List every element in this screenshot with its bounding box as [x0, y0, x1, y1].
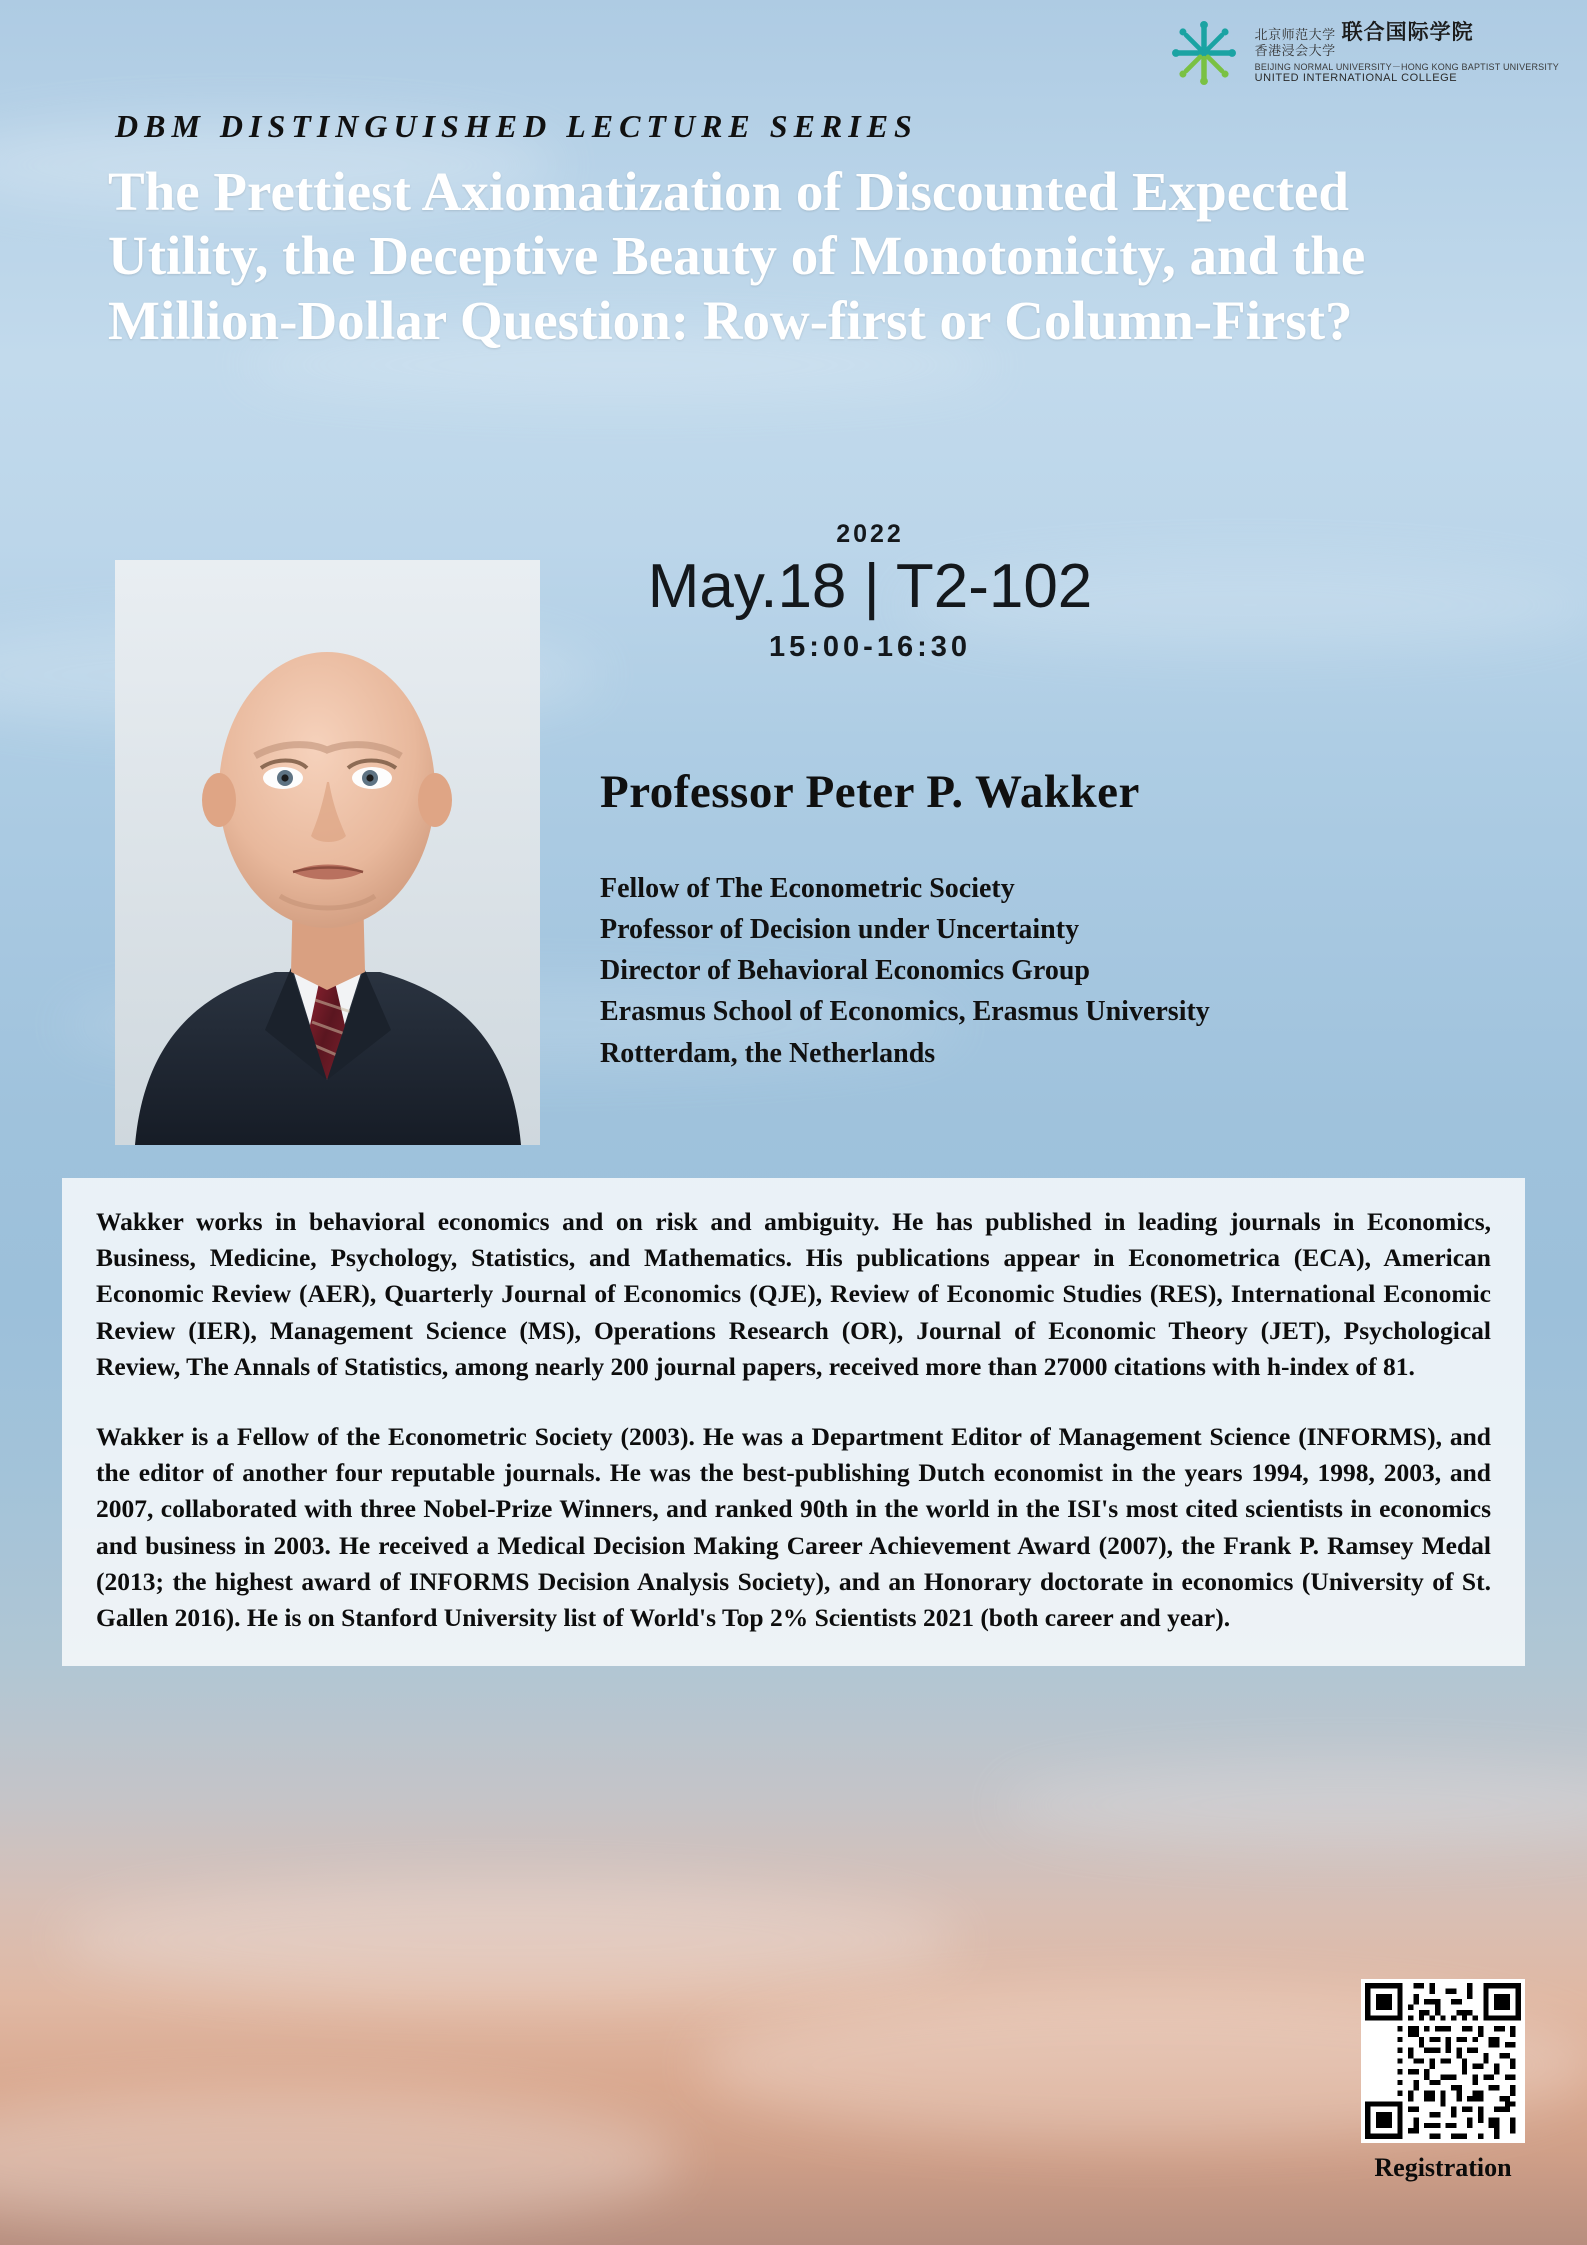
- speaker-affiliations: [600, 868, 1520, 1074]
- logo-text-block: [1255, 21, 1559, 85]
- logo-cn-line1: 北京师范大学: [1254, 27, 1336, 43]
- affiliation-line: Rotterdam, the Netherlands: [600, 1037, 936, 1069]
- event-date-venue: May.18 | T2-102: [647, 552, 1093, 621]
- registration-block[interactable]: [1361, 1979, 1525, 2183]
- affiliation-line: Director of Behavioral Economics Group: [600, 955, 1090, 987]
- cloud-decoration: [1000, 1760, 1587, 1850]
- speaker-name: Professor Peter P. Wakker: [600, 766, 1140, 818]
- registration-label: Registration: [1374, 2153, 1512, 2182]
- affiliation-line: Fellow of The Econometric Society: [600, 873, 1015, 904]
- logo-cn-line2: 香港浸会大学: [1254, 43, 1336, 58]
- uic-logo-icon: [1165, 14, 1243, 92]
- qr-code-icon[interactable]: [1361, 1979, 1525, 2143]
- logo-cn-big: 联合国际学院: [1341, 21, 1474, 45]
- logo-en-line2: UNITED INTERNATIONAL COLLEGE: [1254, 72, 1458, 85]
- cloud-decoration: [0, 2090, 680, 2230]
- event-date-block: [590, 520, 1150, 664]
- cloud-decoration: [60, 1880, 960, 2000]
- biography-paragraph-1: Wakker works in behavioral economics and on risk and ambiguity. He has published in leading journals in Economics, Business, Medicine, Psychology, Statistics, and Mathematics. His publications appear in Econometrica (ECA), American Economic Review (AER), Quarterly Journal of Economics (QJE), Review of Economic Studies (RES), International Economic Review (IER), Management Science (MS), Operations Research (OR), Journal of Economic Theory (JET), Psychological Review, The Annals of Statistics, among nearly 200 journal papers, received more than 27000 citations with h-index of 81.: [96, 1207, 1491, 1381]
- logo-en-line1: BEIJING NORMAL UNIVERSITY－HONG KONG BAPTIST UNIVERSITY: [1254, 61, 1559, 72]
- page-title: The Prettiest Axiomatization of Discounted Expected Utility, the Deceptive Beauty of Monotonicity, and the Million-Dollar Question: Row-first or Column-First?: [108, 161, 1366, 351]
- biography-panel: [62, 1178, 1525, 1666]
- event-year: 2022: [836, 520, 904, 548]
- biography-paragraph-2: Wakker is a Fellow of the Econometric Society (2003). He was a Department Editor of Management Science (INFORMS), and the editor of another four reputable journals. He was the best-publishing Dutch economist in the years 1994, 1998, 2003, and 2007, collaborated with three Nobel-Prize Winners, and ranked 90th in the world in the ISI's most cited scientists in economics and business in 2003. He received a Medical Decision Making Career Achievement Award (2007), the Frank P. Ramsey Medal (2013; the highest award of INFORMS Decision Analysis Society), and an Honorary doctorate in economics (University of St. Gallen 2016). He is on Stanford University list of World's Top 2% Scientists 2021 (both career and year).: [96, 1422, 1491, 1633]
- speaker-portrait: [115, 560, 540, 1145]
- affiliation-line: Professor of Decision under Uncertainty: [600, 914, 1080, 946]
- university-logo: [1165, 14, 1559, 92]
- affiliation-line: Erasmus School of Economics, Erasmus University: [600, 996, 1210, 1028]
- event-time: 15:00-16:30: [769, 631, 971, 664]
- lecture-series-label: DBM DISTINGUISHED LECTURE SERIES: [115, 108, 918, 144]
